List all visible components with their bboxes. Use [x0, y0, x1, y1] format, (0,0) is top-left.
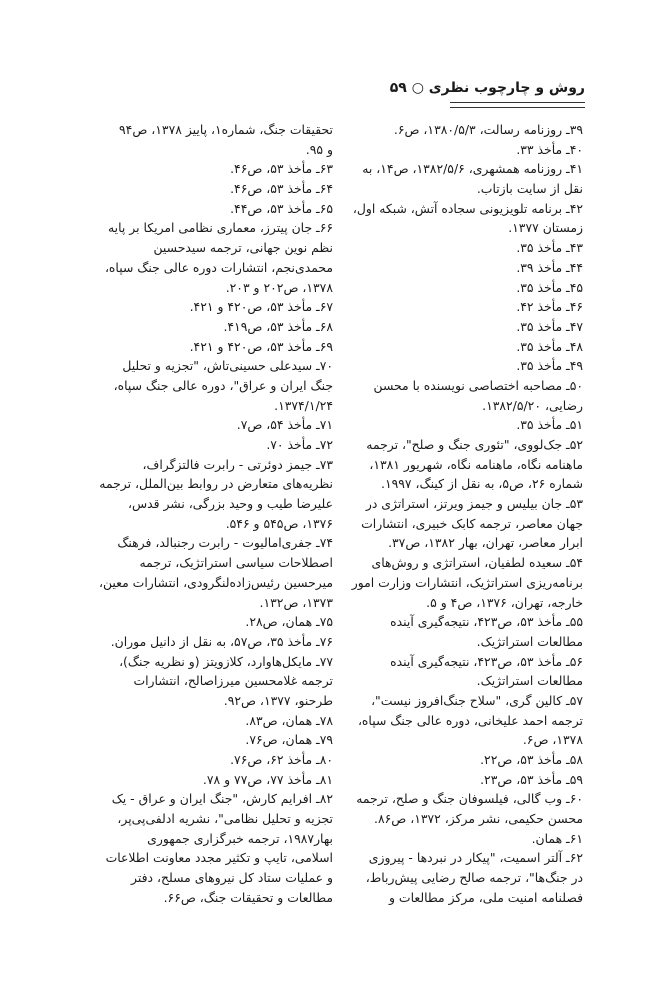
- footnote-line: ۷۹ـ همان، ص۷۶.: [245, 732, 333, 748]
- footnote-line: ۶۶ـ جان پیترز، معماری نظامی امریکا بر پایه: [108, 220, 333, 236]
- footnote-line: ۴۴ـ مأخذ ۳۹.: [516, 259, 583, 275]
- page-header: [85, 78, 585, 108]
- footnote-line: ۱۳۷۸، ص۶.: [522, 732, 583, 748]
- footnote-line: ترجمه غلامحسین میرزاصالح، انتشارات: [133, 673, 333, 689]
- footnote-line: ۷۳ـ جیمز دوئرتی - رابرت فالتزگراف،: [142, 456, 333, 472]
- footnote-line: نقل از سایت بازتاب.: [476, 181, 583, 197]
- footnote-line: و عملیات ستاد کل نیروهای مسلح، دفتر: [131, 870, 333, 886]
- footnote-line: ۵۸ـ مأخذ ۵۳، ص۲۲.: [480, 752, 583, 767]
- footnote-line: میرحسین رئیس‌زاده‌لنگرودی، انتشارات معین،: [98, 574, 333, 590]
- footnote-line: ۵۲ـ جک‌لووی، "تئوری جنگ و صلح"، ترجمه: [366, 437, 583, 452]
- footnote-line: ۳۹ـ روزنامه رسالت، ۱۳۸۰/۵/۳، ص۶.: [393, 122, 583, 137]
- footnote-line: ۱۳۷۳، ص۱۳۲.: [259, 594, 333, 610]
- footnote-line: بهار۱۹۸۷، ترجمه خبرگزاری جمهوری: [147, 830, 333, 846]
- footnote-line: ۵۴ـ سعیده لطفیان، استراتژی و روش‌های: [371, 555, 583, 571]
- footnote-line: تجزیه و تحلیل نظامی"، نشریه ادلفی‌پی‌پر،: [117, 811, 333, 827]
- footnote-line: ۱۳۷۸، ص۲۰۲ و ۲۰۳.: [225, 279, 333, 295]
- running-header: روش و چارچوب نظری ○ ۵۹: [389, 80, 585, 96]
- footnote-line: تحقیقات جنگ، شماره۱، پاییز ۱۳۷۸، ص۹۴: [119, 122, 333, 137]
- footnote-line: ۵۳ـ جان بیلیس و جیمز ویرتز، استراتژی در: [365, 496, 583, 512]
- footnote-line: و ۹۵.: [305, 141, 333, 157]
- footnote-line: جهان معاصر، ترجمه کابک خبیری، انتشارات: [361, 515, 583, 531]
- footnote-line: مطالعات استراتژیک.: [476, 673, 583, 689]
- header-rule: [450, 102, 585, 108]
- footnote-line: ۷۷ـ مایکل‌هاوارد، کلازویتز (و نظریه جنگ)،: [119, 653, 333, 669]
- footnote-line: ۶۵ـ مأخذ ۵۳، ص۴۴.: [230, 200, 333, 216]
- footnote-line: نظم نوین جهانی، ترجمه سیدحسین: [153, 240, 333, 256]
- footnotes-right-column: [338, 120, 583, 908]
- footnote-line: ترجمه احمد علیخانی، دوره عالی جنگ سپاه،: [357, 712, 583, 728]
- footnote-line: ۶۷ـ مأخذ ۵۳، ص۴۲۰ و ۴۲۱.: [189, 299, 333, 315]
- footnote-line: ۵۱ـ مأخذ ۳۵.: [516, 417, 583, 433]
- footnotes-left-column: [88, 120, 333, 908]
- footnote-line: ۴۲ـ برنامه تلویزیونی سجاده آتش، شبکه اول،: [352, 200, 583, 216]
- footnote-line: برنامه‌ریزی استراتژیک، انتشارات وزارت امور: [351, 574, 583, 590]
- footnote-line: ۱۳۷۴/۱/۲۴.: [274, 397, 333, 413]
- footnote-line: ۶۲ـ آلتر اسمیت، "پیکار در نبردها - پیروزی: [368, 850, 583, 866]
- footnote-line: مطالعات و تحقیقات جنگ، ص۶۶.: [163, 889, 333, 905]
- footnote-line: ۴۳ـ مأخذ ۳۵.: [516, 240, 583, 256]
- footnote-line: ۴۸ـ مأخذ ۳۵.: [516, 338, 583, 354]
- footnote-line: ۶۹ـ مأخذ ۵۳، ص۴۲۰ و ۴۲۱.: [189, 338, 333, 354]
- footnote-line: ۱۳۷۶، ص۵۴۵ و ۵۴۶.: [225, 515, 333, 531]
- footnote-line: ۴۱ـ روزنامه همشهری، ۱۳۸۲/۵/۶، ص۱۴، به: [362, 161, 583, 177]
- footnote-line: جنگ ایران و عراق"، دوره عالی جنگ سپاه،: [113, 377, 333, 393]
- footnote-line: ۴۹ـ مأخذ ۳۵.: [516, 358, 583, 374]
- footnote-line: ابرار معاصر، تهران، بهار ۱۳۸۲، ص۳۷.: [388, 535, 583, 551]
- footnote-line: ۷۸ـ همان، ص۸۳.: [245, 712, 333, 728]
- footnote-line: مطالعات استراتژیک.: [476, 633, 583, 649]
- footnote-line: زمستان ۱۳۷۷.: [508, 220, 583, 236]
- footnote-line: ۷۶ـ مأخذ ۳۵، ص۵۷، به نقل از دانیل موران.: [110, 633, 333, 649]
- footnote-line: محسن حکیمی، نشر مرکز، ۱۳۷۲، ص۸۶.: [374, 811, 583, 827]
- footnote-line: ۷۵ـ همان، ص۲۸.: [245, 614, 333, 630]
- footnote-line: ۶۴ـ مأخذ ۵۳، ص۴۶.: [230, 181, 333, 197]
- footnote-line: اسلامی، تایپ و تکثیر مجدد معاونت اطلاعات: [105, 850, 333, 866]
- footnote-line: ۵۹ـ مأخذ ۵۳، ص۲۳.: [480, 771, 583, 787]
- footnote-line: ماهنامه نگاه، ماهنامه نگاه، شهریور ۱۳۸۱،: [369, 456, 583, 472]
- footnote-line: ۵۷ـ کالین گری، "سلاح جنگ‌افروز نیست"،: [371, 692, 583, 708]
- footnote-line: ۵۶ـ مأخذ ۵۳، ص۴۲۳، نتیجه‌گیری آینده: [390, 653, 583, 669]
- footnote-line: ۵۵ـ مأخذ ۵۳، ص۴۲۳، نتیجه‌گیری آینده: [390, 614, 583, 630]
- footnote-line: خارجه، تهران، ۱۳۷۶، ص۴ و ۵.: [426, 594, 583, 610]
- footnote-line: فصلنامه امنیت ملی، مرکز مطالعات و: [388, 889, 583, 905]
- footnote-line: رضایی، ۱۳۸۲/۵/۲۰.: [482, 397, 583, 413]
- footnote-line: ۴۰ـ مأخذ ۳۳.: [516, 141, 583, 157]
- footnote-line: محمدی‌نجم، انتشارات دوره عالی جنگ سپاه،: [104, 259, 333, 275]
- footnote-line: شماره ۲۶، ص۵، به نقل از کینگ، ۱۹۹۷.: [381, 476, 583, 492]
- footnote-line: ۶۰ـ وب گالی، فیلسوفان جنگ و صلح، ترجمه: [356, 791, 583, 807]
- footnote-line: ۵۰ـ مصاحبه اختصاصی نویسنده با محسن: [373, 377, 583, 393]
- footnote-line: ۷۴ـ جفری‌امالیوت - رابرت رجنبالد، فرهنگ: [117, 535, 333, 551]
- footnote-line: ۶۳ـ مأخذ ۵۳، ص۴۶.: [230, 161, 333, 177]
- footnote-line: در جنگ‌ها"، ترجمه صالح رضایی پیش‌رباط،: [365, 870, 583, 886]
- footnote-line: ۷۲ـ مأخذ ۷۰.: [266, 437, 333, 452]
- footnote-line: طرحنو، ۱۳۷۷، ص۹۲.: [223, 692, 333, 708]
- footnote-line: ۴۷ـ مأخذ ۳۵.: [516, 318, 583, 334]
- footnote-line: ۸۱ـ مأخذ ۷۷، ص۷۷ و ۷۸.: [202, 771, 333, 787]
- footnote-line: اصطلاحات سیاسی استراتژیک، ترجمه: [139, 555, 333, 571]
- footnote-line: ۸۰ـ مأخذ ۶۲، ص۷۶.: [230, 752, 333, 767]
- footnote-line: ۴۵ـ مأخذ ۳۵.: [516, 279, 583, 295]
- footnote-line: ۸۲ـ افرایم کارش، "جنگ ایران و عراق - یک: [111, 791, 333, 807]
- footnote-line: ۷۰ـ سیدعلی حسینی‌تاش، "تجزیه و تحلیل: [122, 358, 333, 374]
- footnote-line: ۷۱ـ مأخذ ۵۴، ص۷.: [236, 417, 333, 433]
- footnote-line: ۶۱ـ همان.: [531, 830, 583, 846]
- footnote-line: ۶۸ـ مأخذ ۵۳، ص۴۱۹.: [223, 318, 333, 334]
- footnote-line: ۴۶ـ مأخذ ۴۲.: [516, 299, 583, 315]
- footnote-line: علیرضا طیب و وحید بزرگی، نشر قدس،: [127, 496, 333, 512]
- footnote-line: نظریه‌های متعارض در روابط بین‌الملل، ترجمه: [99, 476, 333, 492]
